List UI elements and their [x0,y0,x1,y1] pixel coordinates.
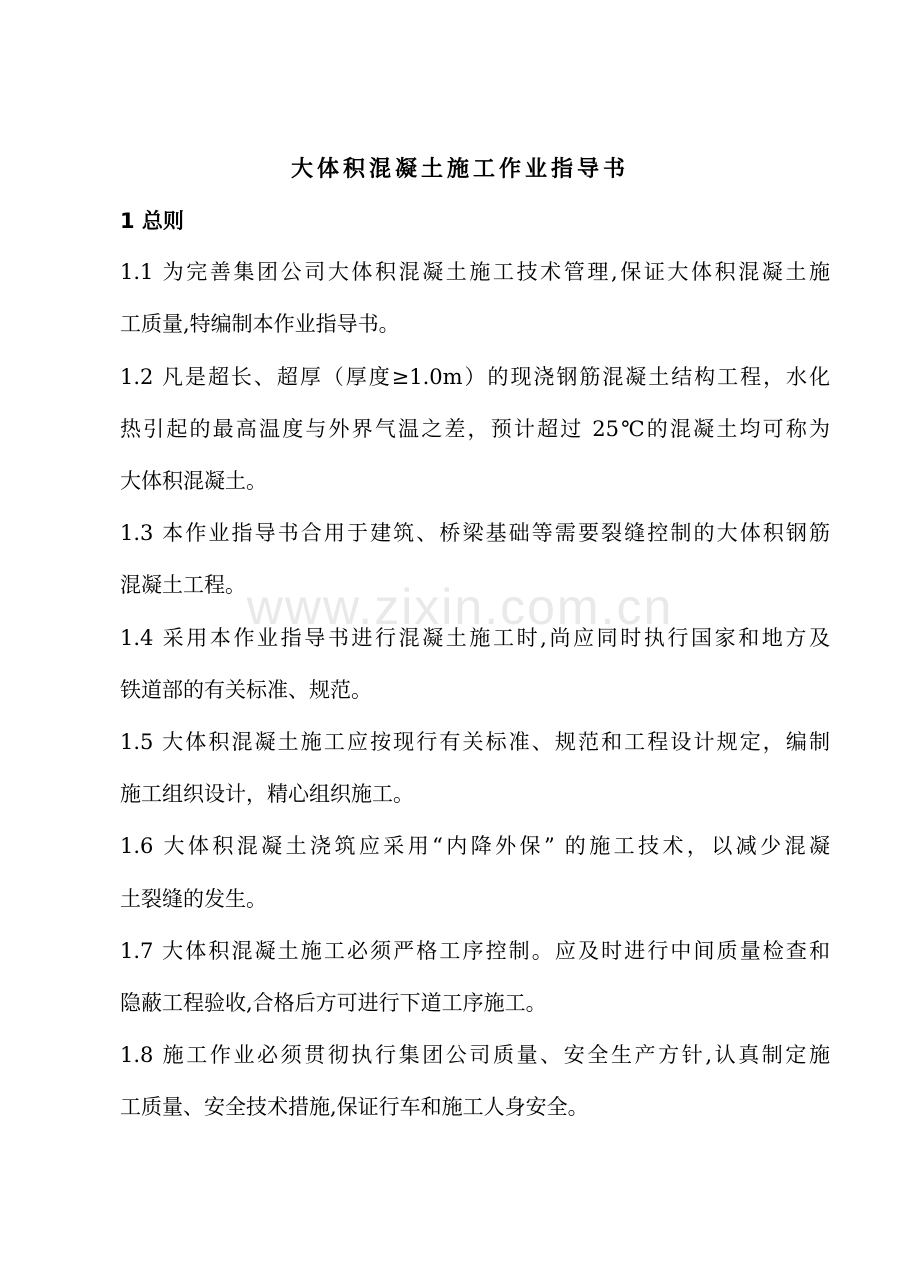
section-heading: 1 总则 [120,209,184,233]
paragraph-line: 1.2 凡是超长、超厚（厚度≥1.0m）的现浇钢筋混凝土结构工程，水化 [120,365,830,389]
paragraph-line: 1.6 大体积混凝土浇筑应采用“内降外保” 的施工技术，以减少混凝 [120,834,830,858]
paragraph-line: 施工组织设计，精心组织施工。 [120,782,414,806]
paragraph-line: 1.1 为完善集团公司大体积混凝土施工技术管理,保证大体积混凝土施 [120,260,830,284]
paragraph-line: 混凝土工程。 [120,573,246,597]
paragraph-line: 工质量,特编制本作业指导书。 [120,312,400,336]
paragraph-line: 大体积混凝土。 [120,469,267,493]
paragraph-line: 1.4 采用本作业指导书进行混凝土施工时,尚应同时执行国家和地方及 [120,626,830,650]
paragraph-line: 工质量、安全技术措施,保证行车和施工人身安全。 [120,1095,589,1119]
watermark: www.zixin.com.cn [246,579,674,635]
paragraph-line: 1.5 大体积混凝土施工应按现行有关标准、规范和工程设计规定，编制 [120,730,830,754]
paragraph-line: 1.7 大体积混凝土施工必须严格工序控制。应及时进行中间质量检查和 [120,939,830,963]
paragraph-line: 1.8 施工作业必须贯彻执行集团公司质量、安全生产方针,认真制定施 [120,1043,830,1067]
paragraph-line: 隐蔽工程验收,合格后方可进行下道工序施工。 [120,991,547,1015]
paragraph-line: 土裂缝的发生。 [120,887,267,911]
document-title: 大体积混凝土施工作业指导书 [290,157,629,182]
paragraph-line: 热引起的最高温度与外界气温之差，预计超过 25℃的混凝土均可称为 [120,417,830,441]
paragraph-line: 1.3 本作业指导书合用于建筑、桥梁基础等需要裂缝控制的大体积钢筋 [120,521,830,545]
paragraph-line: 铁道部的有关标准、规范。 [120,678,372,702]
